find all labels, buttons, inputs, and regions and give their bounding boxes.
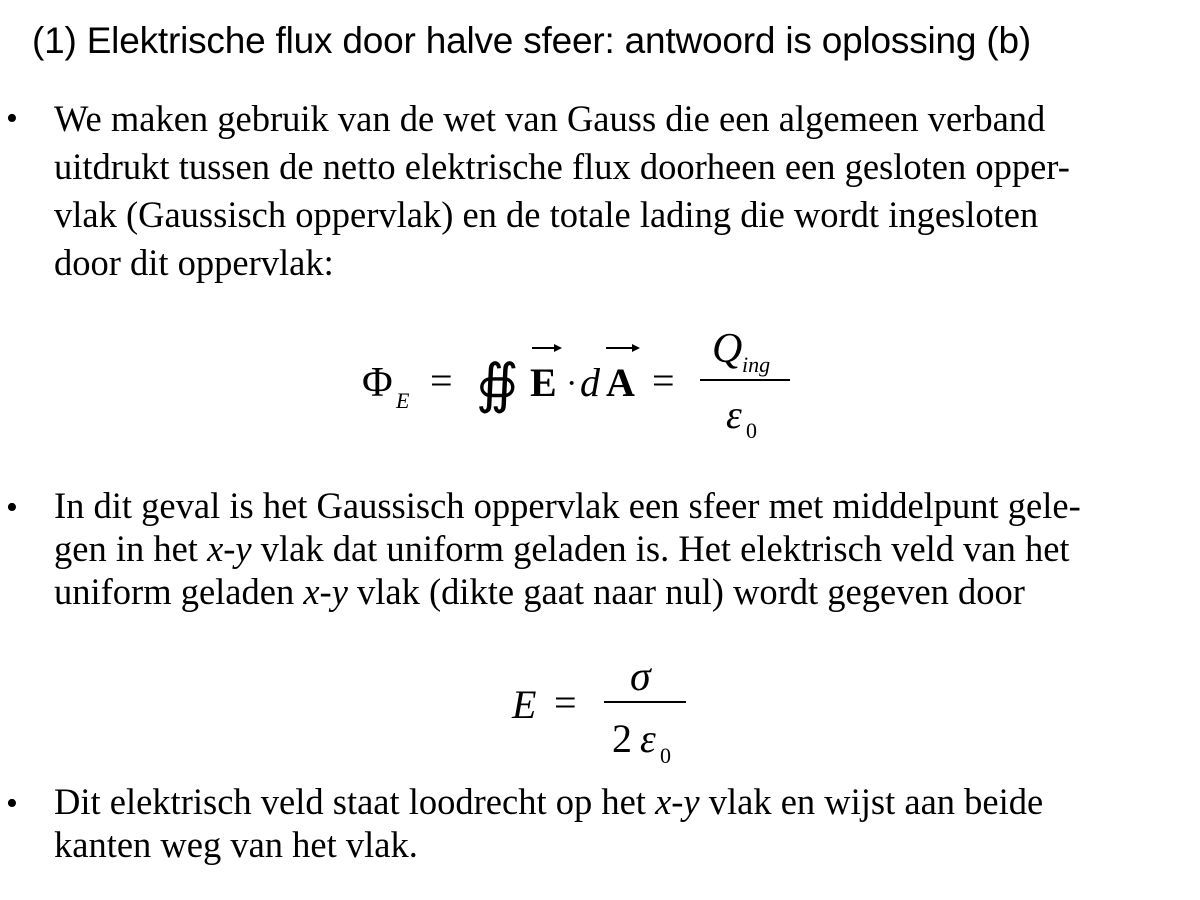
phi-symbol: Φ <box>362 360 393 406</box>
vector-arrowhead-a <box>632 344 640 352</box>
enclosed-charge-subscript: ing <box>742 352 771 377</box>
text-line: vlak (Gaussisch oppervlak) en de totale lading die wordt ingesloten <box>54 194 1039 235</box>
text-line <box>54 780 1189 823</box>
bullet-text <box>54 780 1189 866</box>
area-vector: A <box>606 360 635 405</box>
variable-xy: x-y <box>655 781 700 822</box>
bullet-marker: • <box>6 100 18 137</box>
variable-xy: x-y <box>207 528 252 569</box>
phi-subscript: E <box>396 388 410 413</box>
epsilon-subscript: 0 <box>660 743 671 768</box>
field-formula <box>500 650 720 775</box>
surface-charge-density: σ <box>630 654 651 700</box>
epsilon-subscript: 0 <box>746 418 757 443</box>
electric-field-vector: E <box>530 360 557 405</box>
text-span: vlak dat uniform geladen is. Het elektrisch veld van het <box>251 528 1070 569</box>
equals-sign: = <box>652 358 675 403</box>
slide-title: (1) Elektrische flux door halve sfeer: antwoord is oplossing (b) <box>32 20 1031 61</box>
differential-d: d <box>580 360 600 405</box>
text-span: vlak (dikte gaat naar nul) wordt gegeven door <box>347 571 1025 612</box>
text-span: vlak en wijst aan beide <box>699 781 1044 822</box>
epsilon-zero: ε <box>726 392 742 437</box>
text-line: In dit geval is het Gaussisch oppervlak een sfeer met middelpunt gele- <box>54 485 1081 526</box>
text-line: kanten weg van het vlak. <box>54 824 418 865</box>
equals-sign: = <box>430 358 453 403</box>
text-line <box>54 570 1189 613</box>
bullet-marker: • <box>6 489 18 526</box>
equals-sign: = <box>554 680 577 725</box>
text-line: uitdrukt tussen de netto elektrische flux doorheen een gesloten opper- <box>54 146 1070 187</box>
enclosed-charge: Q <box>712 326 743 372</box>
gauss-law-formula <box>350 318 830 448</box>
bullet-text <box>54 95 1189 287</box>
dot-operator: · <box>566 365 578 402</box>
epsilon-zero: ε <box>640 716 656 761</box>
vector-arrowhead-e <box>554 344 562 352</box>
bullet-text <box>54 484 1189 613</box>
variable-xy: x-y <box>303 571 348 612</box>
coefficient-two: 2 <box>612 716 632 761</box>
text-line: door dit oppervlak: <box>54 242 334 283</box>
text-span: Dit elektrisch veld staat loodrecht op het <box>54 781 656 822</box>
text-span: gen in het <box>54 528 208 569</box>
text-line: We maken gebruik van de wet van Gauss die een algemeen verband <box>54 98 1046 139</box>
text-line <box>54 527 1189 570</box>
field-symbol: E <box>512 682 537 727</box>
closed-surface-integral: ∯ <box>476 354 519 414</box>
bullet-marker: • <box>6 785 18 822</box>
text-span: uniform geladen <box>54 571 304 612</box>
